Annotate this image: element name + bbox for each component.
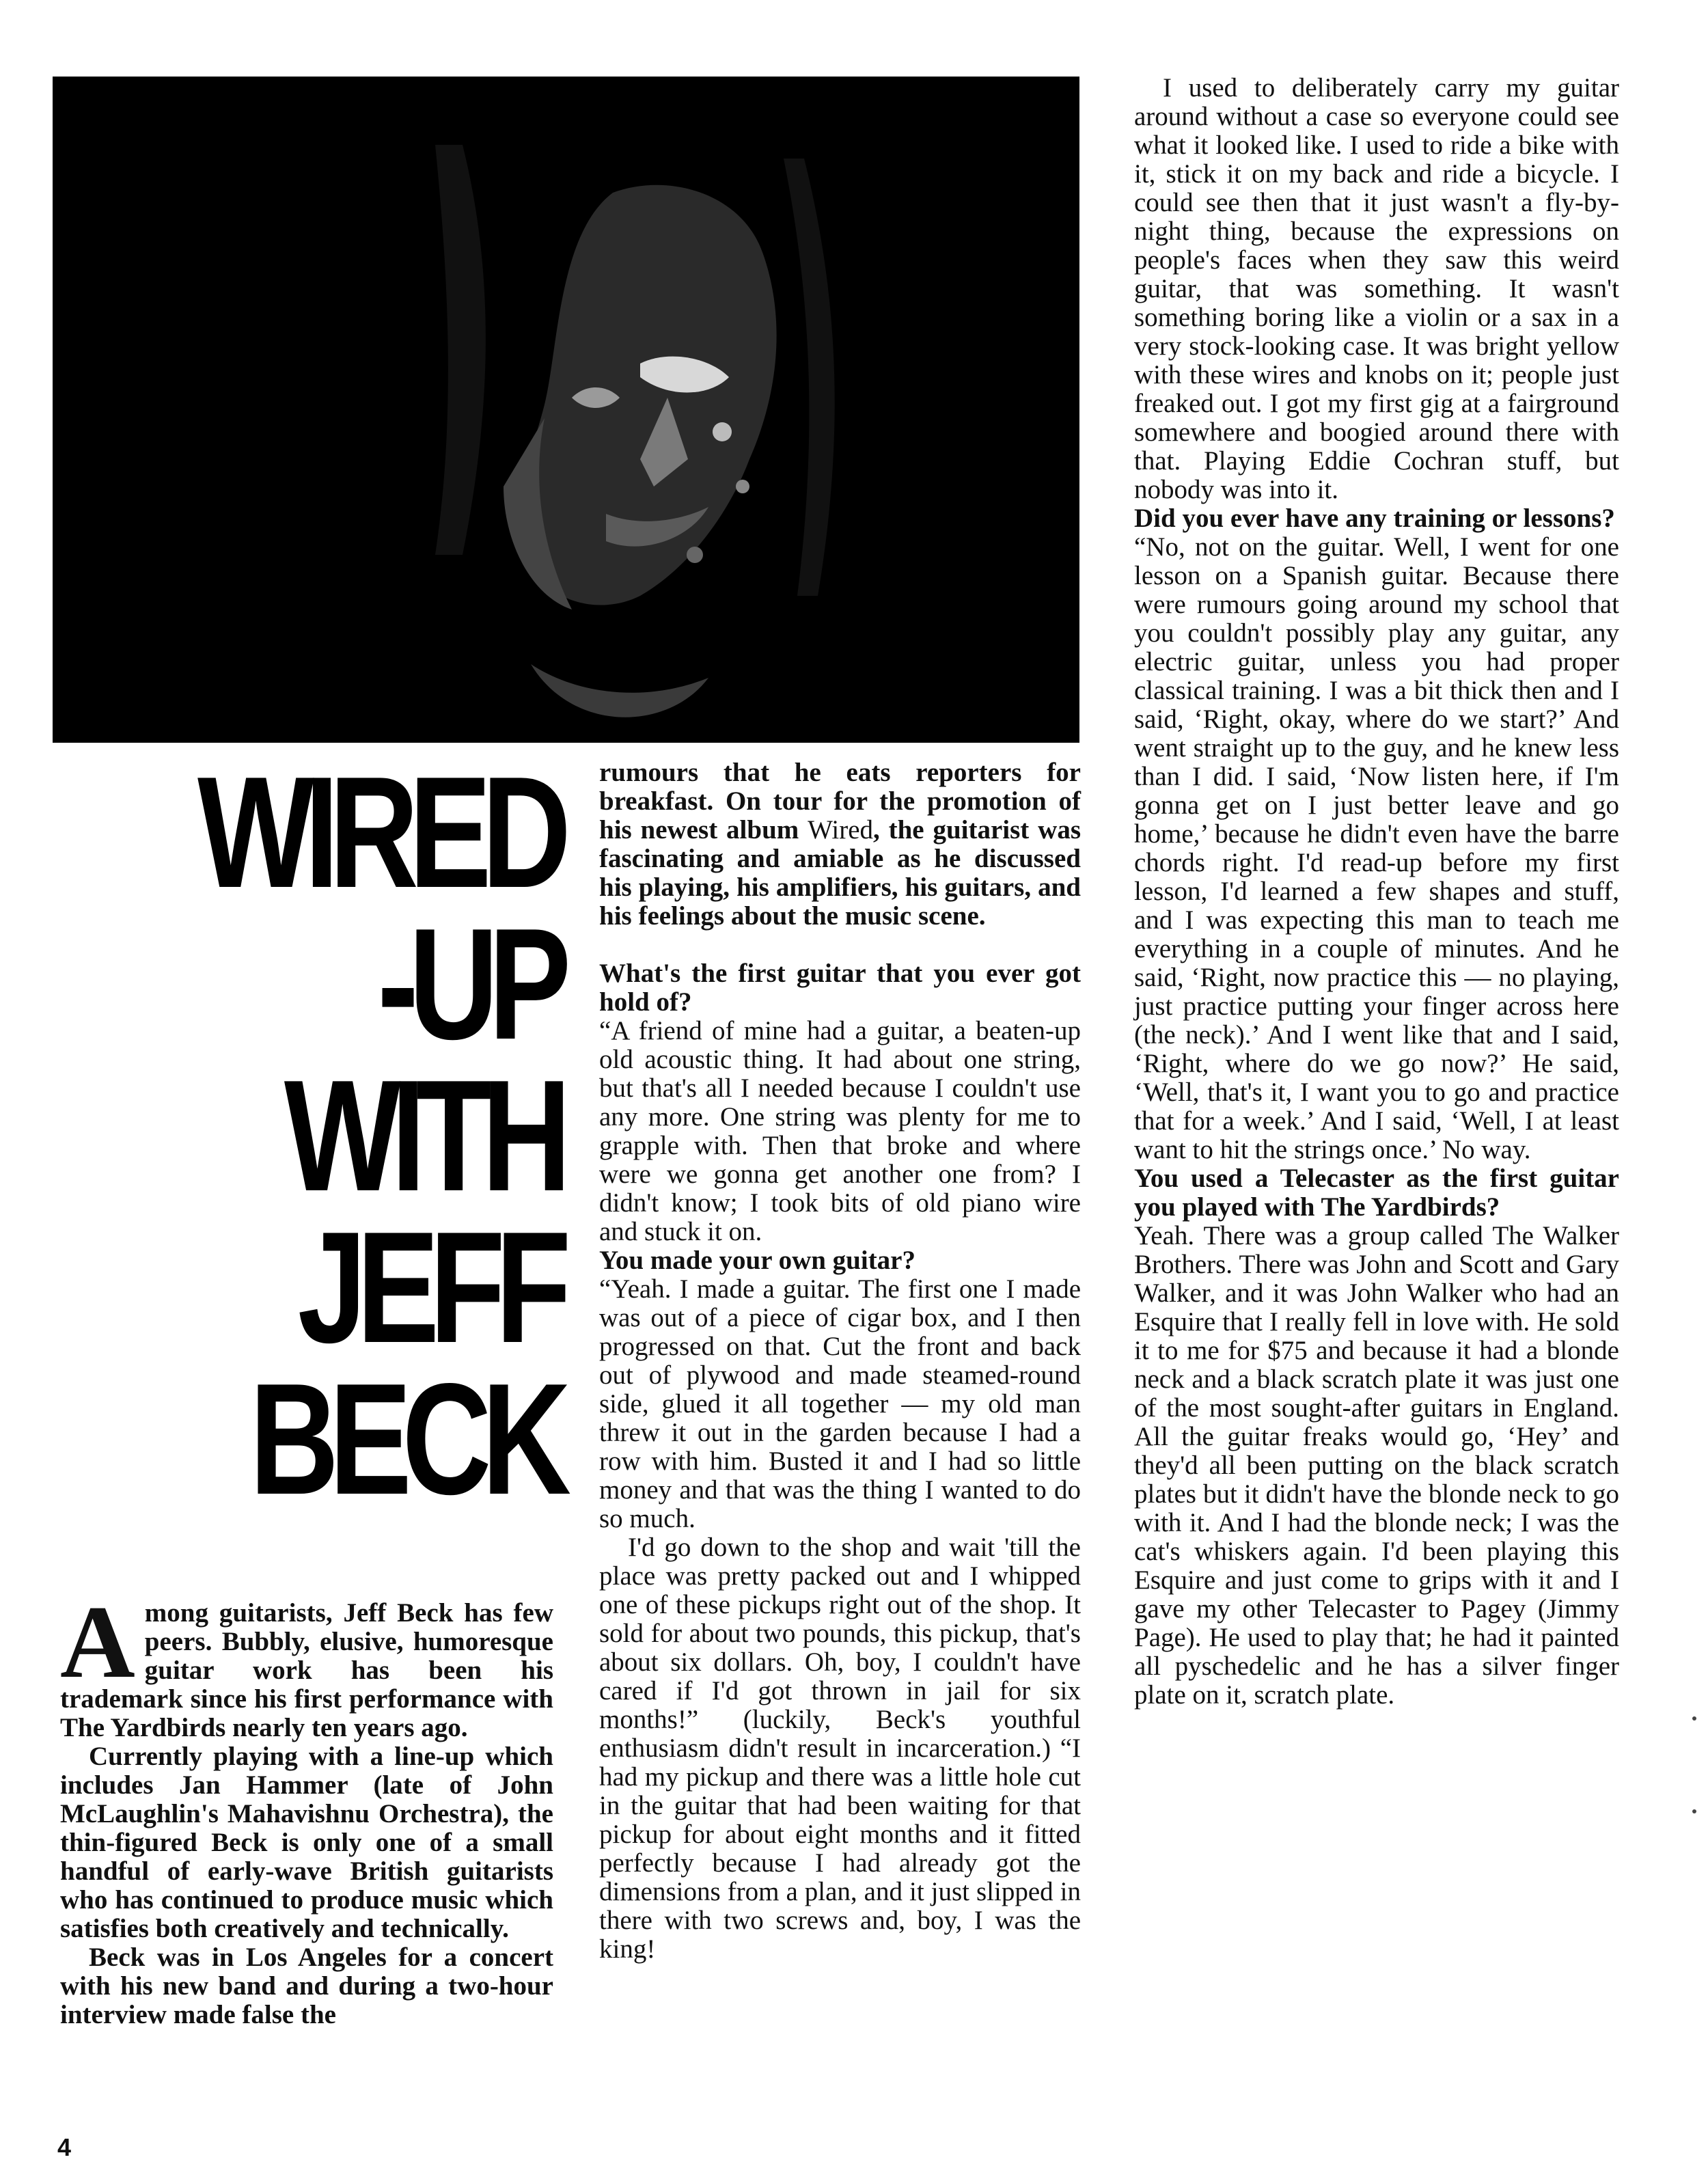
- headline-line: WITH: [284, 1047, 562, 1224]
- answer: I'd go down to the shop and wait 'till the place was pretty packed out and I whipped one of these pickups right out of the shop. It sold for about two pounds, this pickup, that's about six dollars. Oh, boy, I couldn't have cared if I'd got thrown in jail for six months!” (luckily, Beck's youthful enthusiasm didn't result in incarceration.) “I had my pickup and there was a little hole cut in the guitar that had been waiting for that pickup for about eight months and it fitted perfectly because I had already got the dimensions from a plan, and it just slipped in there with two screws and, boy, I was the king!: [599, 1533, 1081, 1964]
- intro-text: mong guitarists, Jeff Beck has few peers. Bubbly, elusive, humoresque guitar work has been his trademark since his first performance with The Yardbirds nearly ten years ago.: [60, 1598, 553, 1742]
- intro-continued-text: , the guitarist was fascinating and amiable as he discussed his playing, his amplifiers, his guitars, and his feelings about the music scene.: [599, 815, 1081, 931]
- headline-line: WIRED: [197, 744, 562, 921]
- question: Did you ever have any training or lessons?: [1134, 504, 1615, 533]
- page-number: 4: [57, 2133, 72, 2161]
- intro-column: [60, 1585, 553, 2029]
- intro-continued-text: rumours that he eats reporters for breakfast. On tour for the promotion of his newest album: [599, 758, 1081, 845]
- answer: I used to deliberately carry my guitar around without a case so everyone could see what it looked like. I used to ride a bike with it, stick it on my back and ride a bicycle. I could see then that it just wasn't a fly-by-night thing, because the expressions on people's faces when they saw this weird guitar, that was something. It wasn't something boring like a violin or a sax in a very stock-looking case. It was bright yellow with these wires and knobs on it; people just freaked out. I got my first gig at a fairground somewhere and boogied around there with that. Playing Eddie Cochran stuff, but nobody was into it.: [1134, 73, 1619, 504]
- dropcap: A: [60, 1585, 135, 1699]
- question: You made your own guitar?: [599, 1246, 915, 1275]
- answer: “A friend of mine had a guitar, a beaten-up old acoustic thing. It had about one string, but that's all I needed because I couldn't use any more. One string was plenty for me to grapple with. Then that broke and where were we gonna get another one from? I didn't know; I took bits of old piano wire and stuck it on.: [599, 1016, 1081, 1246]
- article-column-3: [1134, 74, 1619, 1710]
- headline-line: BECK: [249, 1351, 562, 1528]
- intro-paragraph: [60, 1585, 553, 1742]
- answer: “No, not on the guitar. Well, I went for one lesson on a Spanish guitar. Because there were rumours going around my school that you couldn't possibly play any guitar, any electric guitar, unless you had proper classical training. I was a bit thick then and I said, ‘Right, okay, where do we start?’ And went straight up to the guy, and he knew less than I did. I said, ‘Now listen here, if I'm gonna get on I just better leave and go home,’ because he didn't even have the barre chords right. I'd read-up before my first lesson, I'd learned a few shapes and stuff, and I was expecting this man to teach me everything in a couple of minutes. And he said, ‘Right, now practice this — no playing, just practice putting your finger across here (the neck).’ And I went like that and I said, ‘Right, where do we go now?’ He said, ‘Well, that's it, I want you to go and practice that for a week.’ And I said, ‘Well, I at least want to hit the strings once.’ No way.: [1134, 532, 1619, 1164]
- print-speck: [1692, 1716, 1696, 1721]
- intro-continued: [599, 758, 1081, 931]
- answer: “Yeah. I made a guitar. The first one I made was out of a piece of cigar box, and I then progressed on that. Cut the front and back out of plywood and made steamed-round side, glued it all together — my old man threw it out in the garden because I had a row with him. Busted it and I had so little money and that was the thing I wanted to do so much.: [599, 1274, 1081, 1533]
- answer: Yeah. There was a group called The Walker Brothers. There was John and Scott and Gary Walker, and it was John Walker who had an Esquire that I really fell in love with. He sold it to me for $75 and because it had a blonde neck and a black scratch plate it was just one of the most sought-after guitars in England. All the guitar freaks would go, ‘Hey’ and they'd all been putting on the black scratch plates but it didn't have the blonde neck to go with it. And I had the blonde neck; I was the cat's whiskers again. I'd been playing this Esquire and just come to grips with it and I gave my other Telecaster to Pagey (Jimmy Page). He used to play that; he had it painted all pyschedelic and he has a silver finger plate on it, scratch plate.: [1134, 1221, 1619, 1710]
- headline-line: -UP: [377, 896, 562, 1073]
- question: What's the first guitar that you ever got hold of?: [599, 959, 1081, 1017]
- headline-line: JEFF: [297, 1199, 562, 1376]
- article-column-2: [599, 758, 1081, 1964]
- headline: [156, 744, 562, 1528]
- intro-paragraph: Beck was in Los Angeles for a concert with his new band and during a two-hour interview made false the: [60, 1943, 553, 2029]
- portrait-photo-icon: [53, 77, 1079, 743]
- question: You used a Telecaster as the first guitar you played with The Yardbirds?: [1134, 1164, 1619, 1222]
- print-speck: [1692, 1809, 1696, 1813]
- intro-paragraph: Currently playing with a line-up which includes Jan Hammer (late of John McLaughlin's Mahavishnu Orchestra), the thin-figured Beck is only one of a small handful of early-wave British guitarists who has continued to produce music which satisfies both creatively and technically.: [60, 1742, 553, 1943]
- album-title: Wired: [808, 815, 874, 845]
- portrait-photo: [53, 77, 1079, 743]
